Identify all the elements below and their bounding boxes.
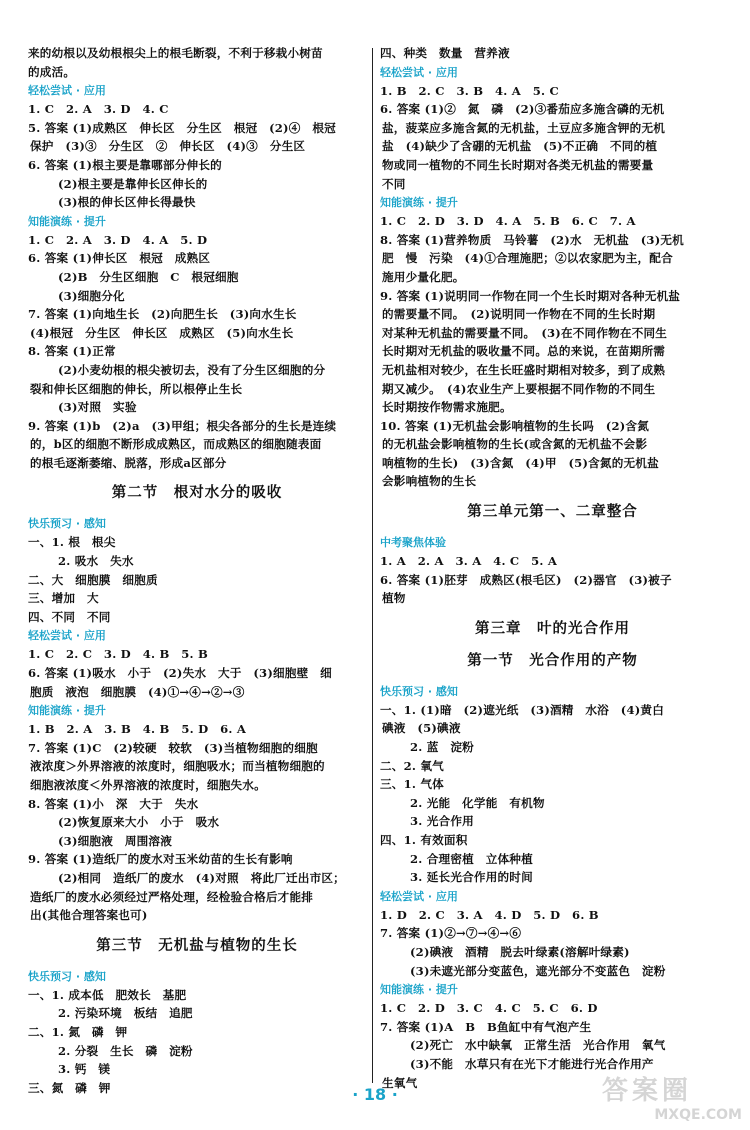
chapter-title: 第三节 无机盐与植物的生长 (96, 937, 298, 954)
answer-line: 保护 (3)③ 分生区 ② 伸长区 (4)③ 分生区 (30, 139, 306, 154)
answer-line: 6. 答案 (1)② 氮 磷 (2)③番茄应多施含磷的无机 (380, 102, 665, 117)
answer-line: 6. 答案 (1)伸长区 根冠 成熟区 (28, 251, 211, 266)
section-heading: 中考聚焦体验 (380, 536, 446, 550)
answer-line: 长时期按作物需求施肥。 (382, 400, 512, 415)
answer-line: 7. 答案 (1)A B B鱼缸中有气泡产生 (380, 1019, 592, 1034)
answer-line: 植物 (382, 591, 406, 606)
answer-line: 液浓度＞外界溶液的浓度时，细胞吸水；而当植物细胞的 (30, 759, 325, 774)
answer-line: 1. B 2. C 3. B 4. A 5. C (380, 83, 559, 98)
answer-line: 裂和伸长区细胞的伸长，所以根停止生长 (30, 381, 243, 396)
answer-line: 2. 分裂 生长 磷 淀粉 (58, 1043, 193, 1058)
answer-line: 8. 答案 (1)正常 (28, 344, 116, 359)
answer-line: 造纸厂的废水必须经过严格处理，经检验合格后才能排 (30, 889, 314, 904)
answer-line: (3)未遮光部分变蓝色，遮光部分不变蓝色 淀粉 (410, 963, 666, 978)
answer-line: 2. 合理密植 立体种植 (410, 851, 533, 866)
answer-line: 长时期对无机盐的吸收量不同。总的来说，在苗期所需 (382, 344, 666, 359)
answer-line: 2. 污染环境 板结 追肥 (58, 1006, 193, 1021)
answer-line: 3. 光合作用 (410, 814, 474, 829)
answer-line: 9. 答案 (1)造纸厂的废水对玉米幼苗的生长有影响 (28, 852, 293, 867)
watermark-text: 答案圈 (602, 1076, 693, 1106)
answer-line: (3)细胞分化 (58, 288, 125, 303)
text-line: 来的幼根以及幼根根尖上的根毛断裂，不利于移栽小树苗 (28, 46, 323, 60)
section-heading: 轻松尝试 · 应用 (380, 65, 458, 79)
answer-line: 期又减少。 (4)农业生产上要根据不同作物的不同生 (382, 381, 656, 396)
answer-line: 四、不同 不同 (28, 609, 111, 624)
section-heading: 知能演练 · 提升 (28, 214, 106, 228)
answer-line: 生氧气 (382, 1075, 418, 1090)
answer-line: (2)相同 造纸厂的废水 (4)对照 将此厂迁出市区； (58, 870, 345, 885)
answer-line: 出(其他合理答案也可) (30, 908, 148, 923)
answer-line: 细胞液浓度＜外界溶液的浓度时，细胞失水。 (30, 778, 266, 792)
answer-line: 5. 答案 (1)成熟区 伸长区 分生区 根冠 (2)④ 根冠 (28, 120, 336, 135)
answer-line: (3)根的伸长区伸长得最快 (58, 195, 196, 210)
answer-line: 10. 答案 (1)无机盐会影响植物的生长吗 (2)含氮 (380, 418, 650, 433)
section-heading: 知能演练 · 提升 (380, 983, 458, 997)
section-heading: 知能演练 · 提升 (28, 704, 106, 718)
answer-line: 3. 钙 镁 (58, 1062, 111, 1077)
answer-line: (3)不能 水草只有在光下才能进行光合作用产 (410, 1056, 654, 1071)
answer-line: 6. 答案 (1)胚芽 成熟区(根毛区) (2)器官 (3)被子 (380, 572, 672, 587)
answer-line: 的需要量不同。 (2)说明同一作物在不同的生长时期 (382, 307, 656, 322)
section-title: 第一节 光合作用的产物 (467, 652, 638, 669)
answer-line: 会影响植物的生长 (382, 474, 477, 489)
answer-line: 一、1. 根 根尖 (28, 535, 116, 550)
answer-line: 的根毛逐渐萎缩、脱落，形成a区部分 (30, 455, 227, 470)
answer-line: 6. 答案 (1)根主要是靠哪部分伸长的 (28, 157, 222, 172)
answer-line: 1. C 2. C 3. D 4. B 5. B (28, 647, 208, 662)
answer-line: 2. 吸水 失水 (58, 554, 134, 569)
section-heading: 轻松尝试 · 应用 (28, 84, 106, 98)
answer-line: (3)细胞液 周围溶液 (58, 833, 172, 848)
answer-line: (2)恢复原来大小 小于 吸水 (58, 815, 220, 830)
answer-line: (2)小麦幼根的根尖被切去，没有了分生区细胞的分 (58, 362, 326, 377)
chapter-title: 第三单元第一、二章整合 (467, 504, 638, 521)
answer-line: 施用少量化肥。 (382, 269, 465, 284)
chapter-title: 第三章 叶的光合作用 (475, 620, 630, 637)
section-heading: 轻松尝试 · 应用 (28, 629, 106, 643)
answer-line: 1. B 2. A 3. B 4. B 5. D 6. A (28, 722, 247, 737)
answer-line: 7. 答案 (1)C (2)较硬 较软 (3)当植物细胞的细胞 (28, 740, 318, 755)
answer-line: 的，b区的细胞不断形成成熟区，而成熟区的细胞随表面 (30, 437, 322, 452)
answer-line: 一、1. (1)暗 (2)遮光纸 (3)酒精 水浴 (4)黄白 (380, 702, 664, 717)
answer-line: 的无机盐会影响植物的生长(或含氮的无机盐不会影 (382, 437, 648, 452)
answer-line: 不同 (382, 176, 406, 191)
answer-line: 胞质 液泡 细胞膜 (4)①→④→②→③ (30, 684, 245, 699)
answer-line: 8. 答案 (1)营养物质 马铃薯 (2)水 无机盐 (3)无机 (380, 232, 684, 247)
answer-line: 7. 答案 (1)向地生长 (2)向肥生长 (3)向水生长 (28, 307, 297, 322)
answer-line: 三、1. 气体 (380, 777, 444, 792)
page-number-value: 18 (363, 1085, 387, 1104)
section-heading: 知能演练 · 提升 (380, 196, 458, 210)
answer-line: (2)碘液 酒精 脱去叶绿素(溶解叶绿素) (410, 944, 630, 959)
section-heading: 快乐预习 · 感知 (380, 684, 458, 698)
answer-line: 响植物的生长) (3)含氮 (4)甲 (5)含氮的无机盐 (382, 455, 659, 470)
answer-line: (2)根主要是靠伸长区伸长的 (58, 176, 208, 191)
right-column (380, 44, 725, 1092)
answer-line: 一、1. 成本低 肥效长 基肥 (28, 987, 187, 1002)
section-heading: 快乐预习 · 感知 (28, 969, 106, 983)
answer-line: 1. D 2. C 3. A 4. D 5. D 6. B (380, 907, 599, 922)
answer-line: 1. C 2. A 3. D 4. A 5. D (28, 232, 208, 247)
answer-line: 四、种类 数量 营养液 (380, 46, 510, 60)
watermark-url: MXQE.COM (654, 1107, 742, 1123)
answer-line: 1. C 2. D 3. C 4. C 5. C 6. D (380, 1001, 598, 1016)
answer-line: 无机盐相对较少，在生长旺盛时期相对较多，到了成熟 (382, 362, 666, 377)
answer-line: 二、2. 氧气 (380, 758, 444, 773)
answer-line: 四、1. 有效面积 (380, 833, 468, 847)
answer-line: 三、增加 大 (28, 591, 99, 606)
answer-line: 6. 答案 (1)吸水 小于 (2)失水 大于 (3)细胞壁 细 (28, 666, 332, 681)
column-divider (372, 48, 373, 1083)
answer-line: 1. C 2. D 3. D 4. A 5. B 6. C 7. A (380, 214, 636, 229)
answer-line: 1. C 2. A 3. D 4. C (28, 102, 169, 117)
answer-line: 肥 慢 污染 (4)①合理施肥；②以农家肥为主，配合 (382, 251, 673, 266)
answer-line: 2. 光能 化学能 有机物 (410, 795, 545, 810)
answer-line: 7. 答案 (1)②→⑦→④→⑥ (380, 926, 522, 941)
answer-line: 碘液 (5)碘液 (382, 721, 461, 736)
answer-line: 3. 延长光合作用的时间 (410, 870, 533, 885)
answer-line: (2)死亡 水中缺氧 正常生活 光合作用 氧气 (410, 1038, 666, 1053)
answer-line: 对某种无机盐的需要量不同。 (3)在不同作物在不同生 (382, 325, 668, 340)
answer-line: 二、大 细胞膜 细胞质 (28, 572, 158, 587)
answer-line: 盐，菠菜应多施含氮的无机盐，土豆应多施含钾的无机 (382, 120, 666, 135)
answer-line: 1. A 2. A 3. A 4. C 5. A (380, 554, 558, 569)
section-heading: 快乐预习 · 感知 (28, 517, 106, 531)
answer-line: 8. 答案 (1)小 深 大于 失水 (28, 796, 199, 811)
answer-line: (3)对照 实验 (58, 400, 137, 415)
page-number: · 18 · (352, 1085, 398, 1104)
watermark-logo (602, 1070, 742, 1128)
answer-line: 物或同一植物的不同生长时期对各类无机盐的需要量 (382, 157, 654, 172)
answer-line: 盐 (4)缺少了含硼的无机盐 (5)不正确 不同的植 (382, 139, 658, 154)
answer-line: 三、氮 磷 钾 (28, 1080, 111, 1095)
answer-line: 二、1. 氮 磷 钾 (28, 1024, 128, 1039)
answer-line: (4)根冠 分生区 伸长区 成熟区 (5)向水生长 (30, 325, 294, 340)
text-line: 的成活。 (28, 64, 76, 79)
answer-line: 9. 答案 (1)b (2)a (3)甲组；根尖各部分的生长是连续 (28, 418, 337, 433)
answer-line: 2. 蓝 淀粉 (410, 740, 474, 755)
chapter-title: 第二节 根对水分的吸收 (111, 485, 283, 502)
left-column (28, 44, 366, 1097)
answer-line: 9. 答案 (1)说明同一作物在同一个生长时期对各种无机盐 (380, 288, 681, 303)
section-heading: 轻松尝试 · 应用 (380, 889, 458, 903)
answer-line: (2)B 分生区细胞 C 根冠细胞 (58, 269, 239, 284)
